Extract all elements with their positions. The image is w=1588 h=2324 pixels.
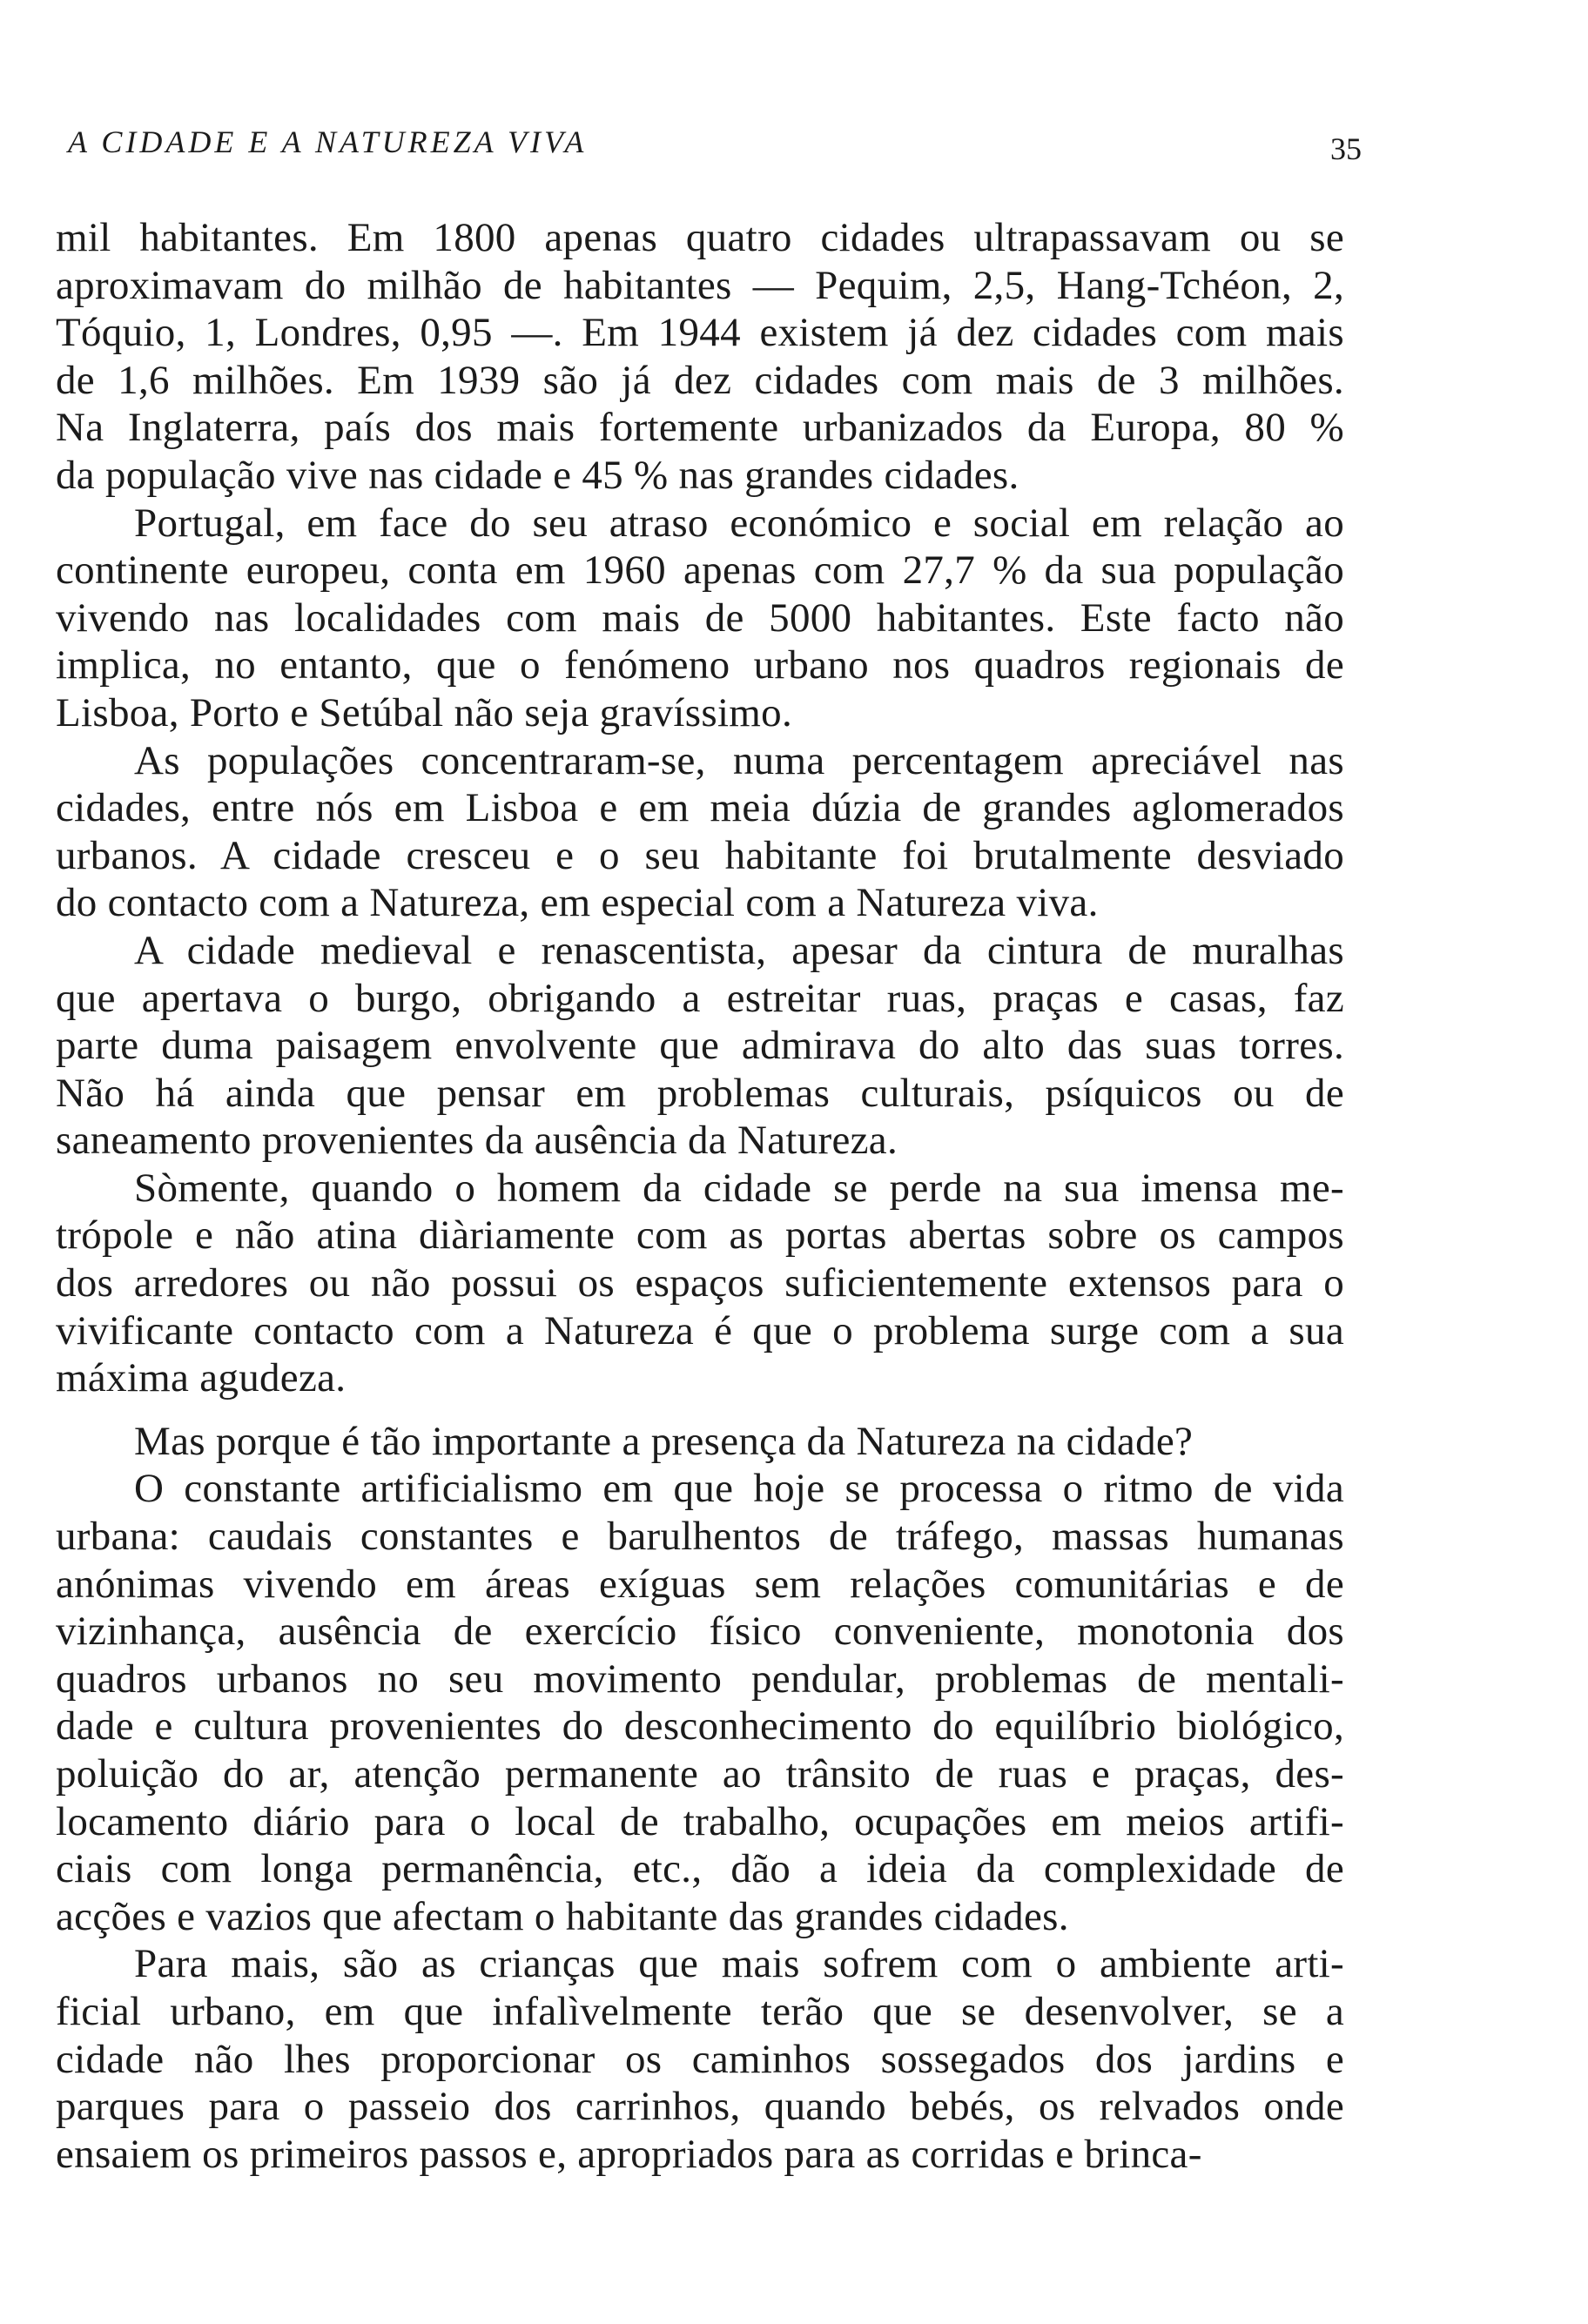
paragraph <box>56 927 1344 1165</box>
paragraph <box>56 214 1344 500</box>
text-line: mil habitantes. Em 1800 apenas quatro cidades ultrapassavam ou se <box>56 215 1344 260</box>
text-line: A cidade medieval e renascentista, apesar da cintura de muralhas <box>134 927 1344 973</box>
text-line: vivendo nas localidades com mais de 5000 habitantes. Este facto não <box>56 594 1344 641</box>
text-line: que apertava o burgo, obrigando a estreitar ruas, praças e casas, faz <box>56 975 1344 1021</box>
text-line: Não há ainda que pensar em problemas culturais, psíquicos ou de <box>56 1070 1344 1116</box>
text-line: implica, no entanto, que o fenómeno urbano nos quadros regionais de <box>56 642 1344 688</box>
text-line: Tóquio, 1, Londres, 0,95 —. Em 1944 existem já dez cidades com mais <box>56 310 1344 356</box>
text-line: vizinhança, ausência de exercício físico conveniente, monotonia dos <box>56 1609 1344 1655</box>
text-line: continente europeu, conta em 1960 apenas com 27,7 % da sua população <box>56 547 1344 594</box>
text-line: Mas porque é tão importante a presença da Natureza na cidade? <box>134 1418 1194 1464</box>
text-line: Portugal, em face do seu atraso económico e social em relação ao <box>134 500 1344 546</box>
running-title: A CIDADE E A NATUREZA VIVA <box>68 124 588 159</box>
text-line: Lisboa, Porto e Setúbal não seja gravíssimo. <box>56 689 793 735</box>
text-line: saneamento provenientes da ausência da Natureza. <box>56 1118 898 1164</box>
paragraph-gap <box>56 1402 1344 1418</box>
text-line: ficial urbano, em que infalìvelmente terão que se desenvolver, se a <box>56 1988 1344 2034</box>
text-line: dade e cultura provenientes do desconhecimento do equilíbrio biológico, <box>56 1703 1344 1750</box>
text-line: trópole e não atina diàriamente com as portas abertas sobre os campos <box>56 1212 1344 1259</box>
text-line: anónimas vivendo em áreas exíguas sem relações comunitárias e de <box>56 1561 1344 1607</box>
text-line: ciais com longa permanência, etc., dão a ideia da complexidade de <box>56 1846 1344 1892</box>
text-line: dos arredores ou não possui os espaços suficientemente extensos para o <box>56 1260 1344 1306</box>
text-line: do contacto com a Natureza, em especial com a Natureza viva. <box>56 880 1099 926</box>
paragraph <box>56 1418 1344 1466</box>
text-line: vivificante contacto com a Natureza é que o problema surge com a sua <box>56 1307 1344 1353</box>
text-line: da população vive nas cidade e 45 % nas grandes cidades. <box>56 452 1019 498</box>
text-line: Na Inglaterra, país dos mais fortemente urbanizados da Europa, 80 % <box>56 405 1344 451</box>
text-line: acções e vazios que afectam o habitante das grandes cidades. <box>56 1893 1069 1939</box>
text-line: cidades, entre nós em Lisboa e em meia dúzia de grandes aglomerados <box>56 785 1344 831</box>
text-line: parques para o passeio dos carrinhos, quando bebés, os relvados onde <box>56 2084 1344 2130</box>
body-text <box>56 214 1344 2178</box>
paragraph <box>56 1165 1344 1402</box>
text-line: ensaiem os primeiros passos e, apropriados para as corridas e brinca- <box>56 2131 1202 2177</box>
text-line: poluição do ar, atenção permanente ao trânsito de ruas e praças, des- <box>56 1751 1344 1797</box>
paragraph <box>56 737 1344 927</box>
text-line: parte duma paisagem envolvente que admirava do alto das suas torres. <box>56 1023 1344 1069</box>
text-line: cidade não lhes proporcionar os caminhos sossegados dos jardins e <box>56 2036 1344 2082</box>
text-line: Para mais, são as crianças que mais sofrem com o ambiente arti- <box>134 1941 1344 1987</box>
text-line: urbana: caudais constantes e barulhentos de tráfego, massas humanas <box>56 1514 1344 1560</box>
text-line: locamento diário para o local de trabalho, ocupações em meios artifi- <box>56 1798 1344 1844</box>
text-line: Sòmente, quando o homem da cidade se perde na sua imensa me- <box>134 1165 1344 1211</box>
paragraph <box>56 1940 1344 2178</box>
text-line: de 1,6 milhões. Em 1939 são já dez cidades com mais de 3 milhões. <box>56 357 1344 403</box>
text-line: aproximavam do milhão de habitantes — Pequim, 2,5, Hang-Tchéon, 2, <box>56 262 1344 308</box>
text-line: máxima agudeza. <box>56 1355 347 1401</box>
text-line: As populações concentraram-se, numa percentagem apreciável nas <box>134 737 1344 783</box>
paragraph <box>56 500 1344 737</box>
paragraph <box>56 1465 1344 1940</box>
text-line: O constante artificialismo em que hoje se processa o ritmo de vida <box>134 1466 1344 1512</box>
text-line: urbanos. A cidade cresceu e o seu habitante foi brutalmente desviado <box>56 832 1344 878</box>
text-line: quadros urbanos no seu movimento pendular, problemas de mentali- <box>56 1656 1344 1702</box>
page-number: 35 <box>1330 131 1362 166</box>
